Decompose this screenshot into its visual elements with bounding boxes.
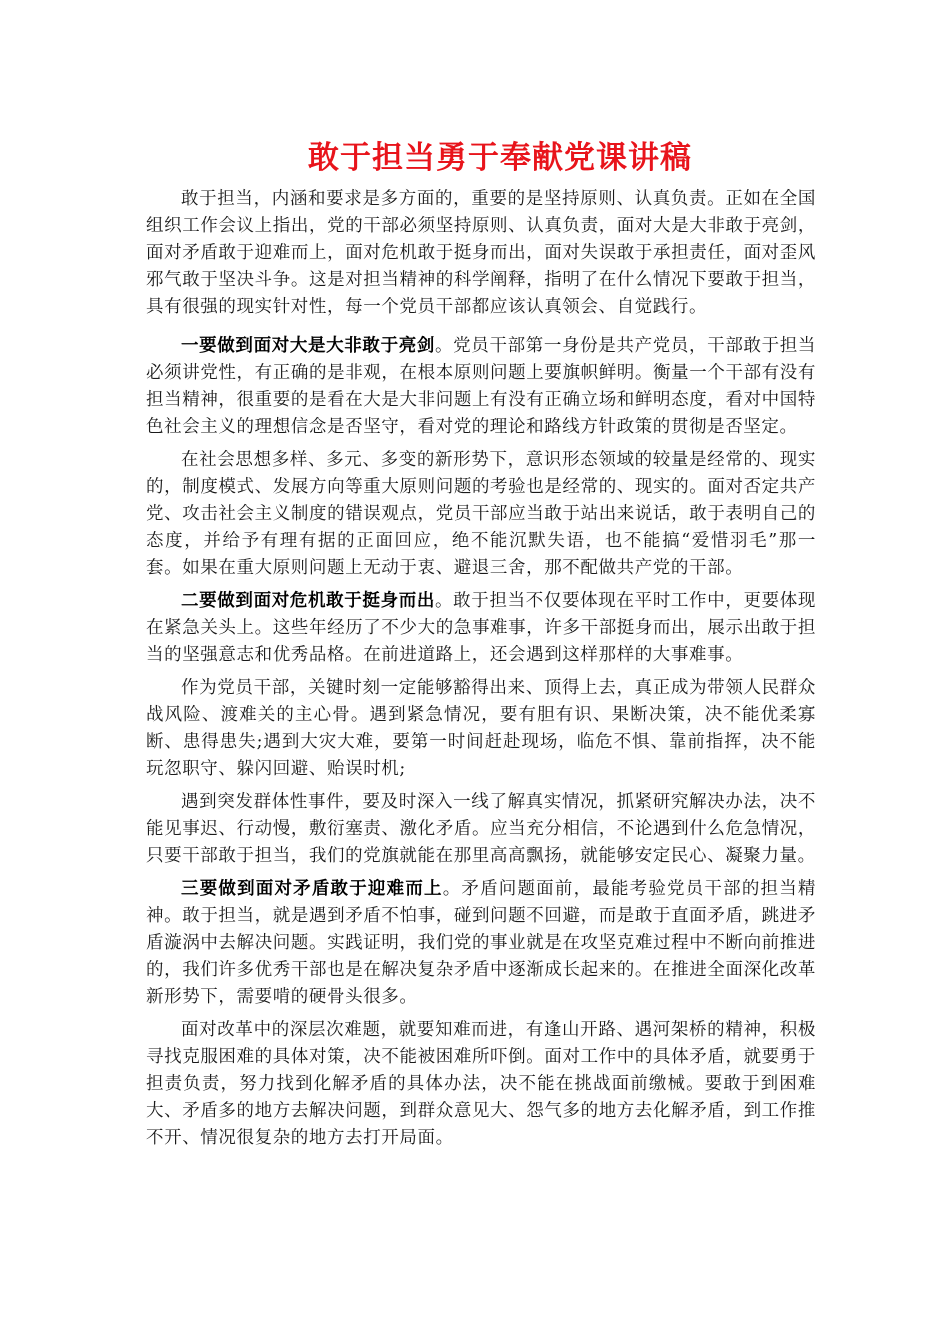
paragraph-intro	[146, 186, 816, 321]
paragraph-point-one	[146, 333, 816, 441]
paragraph-point-three	[146, 876, 816, 1011]
paragraph-text: 。敢于担当不仅要体现在平时工作中，更要体现在紧急关头上。这些年经历了不少大的急事难事，许多干部挺身而出，展示出敢于担当的坚强意志和优秀品格。在前进道路上，还会遇到这样那样的大事难事。	[146, 591, 816, 665]
paragraph-text: 遇到突发群体性事件，要及时深入一线了解真实情况，抓紧研究解决办法，决不能见事迟、行动慢，敷衍塞责、激化矛盾。应当充分相信，不论遇到什么危急情况，只要干部敢于担当，我们的党旗就能在那里高高飘扬，就能够安定民心、凝聚力量。	[146, 792, 816, 866]
paragraph-mass-incidents	[146, 789, 816, 870]
paragraph-lead: 二要做到面对危机敢于挺身而出	[181, 591, 436, 611]
paragraph-lead: 三要做到面对矛盾敢于迎难而上	[181, 879, 443, 899]
document-body	[146, 186, 816, 1158]
paragraph-lead: 一要做到面对大是大非敢于亮剑	[181, 336, 436, 356]
paragraph-text: 作为党员干部，关键时刻一定能够豁得出来、顶得上去，真正成为带领人民群众战风险、渡难关的主心骨。遇到紧急情况，要有胆有识、果断决策，决不能优柔寡断、患得患失;遇到大灾大难，要第一时间赶赴现场，临危不惧、靠前指挥，决不能玩忽职守、躲闪回避、贻误时机;	[146, 678, 816, 779]
paragraph-text: 面对改革中的深层次难题，就要知难而进，有逢山开路、遇河架桥的精神，积极寻找克服困难的具体对策，决不能被困难所吓倒。面对工作中的具体矛盾，就要勇于担责负责，努力找到化解矛盾的具体办法，决不能在挑战面前缴械。要敢于到困难大、矛盾多的地方去解决问题，到群众意见大、怨气多的地方去化解矛盾，到工作推不开、情况很复杂的地方去打开局面。	[146, 1020, 816, 1148]
paragraph-emergency	[146, 675, 816, 783]
paragraph-point-two	[146, 588, 816, 669]
document-title: 敢于担当勇于奉献党课讲稿	[308, 140, 692, 176]
paragraph-text: 敢于担当，内涵和要求是多方面的，重要的是坚持原则、认真负责。正如在全国组织工作会议上指出，党的干部必须坚持原则、认真负责，面对大是大非敢于亮剑，面对矛盾敢于迎难而上，面对危机敢于挺身而出，面对失误敢于承担责任，面对歪风邪气敢于坚决斗争。这是对担当精神的科学阐释，指明了在什么情况下要敢于担当，具有很强的现实针对性，每一个党员干部都应该认真领会、自觉践行。	[146, 189, 816, 317]
paragraph-reform	[146, 1017, 816, 1152]
paragraph-text: 。党员干部第一身份是共产党员，干部敢于担当必须讲党性，有正确的是非观，在根本原则问题上要旗帜鲜明。衡量一个干部有没有担当精神，很重要的是看在大是大非问题上有没有正确立场和鲜明态度，看对中国特色社会主义的理想信念是否坚守，看对党的理论和路线方针政策的贯彻是否坚定。	[146, 336, 816, 437]
paragraph-text: 。矛盾问题面前，最能考验党员干部的担当精神。敢于担当，就是遇到矛盾不怕事，碰到问题不回避，而是敢于直面矛盾，跳进矛盾漩涡中去解决问题。实践证明，我们党的事业就是在攻坚克难过程中不断向前推进的，我们许多优秀干部也是在解决复杂矛盾中逐渐成长起来的。在推进全面深化改革新形势下，需要啃的硬骨头很多。	[146, 879, 816, 1007]
paragraph-text: 在社会思想多样、多元、多变的新形势下，意识形态领域的较量是经常的、现实的，制度模式、发展方向等重大原则问题的考验也是经常的、现实的。面对否定共产党、攻击社会主义制度的错误观点，党员干部应当敢于站出来说话，敢于表明自己的态度，并给予有理有据的正面回应，绝不能沉默失语，也不能搞“爱惜羽毛”那一套。如果在重大原则问题上无动于衷、避退三舍，那不配做共产党的干部。	[146, 450, 816, 578]
paragraph-ideology	[146, 447, 816, 582]
